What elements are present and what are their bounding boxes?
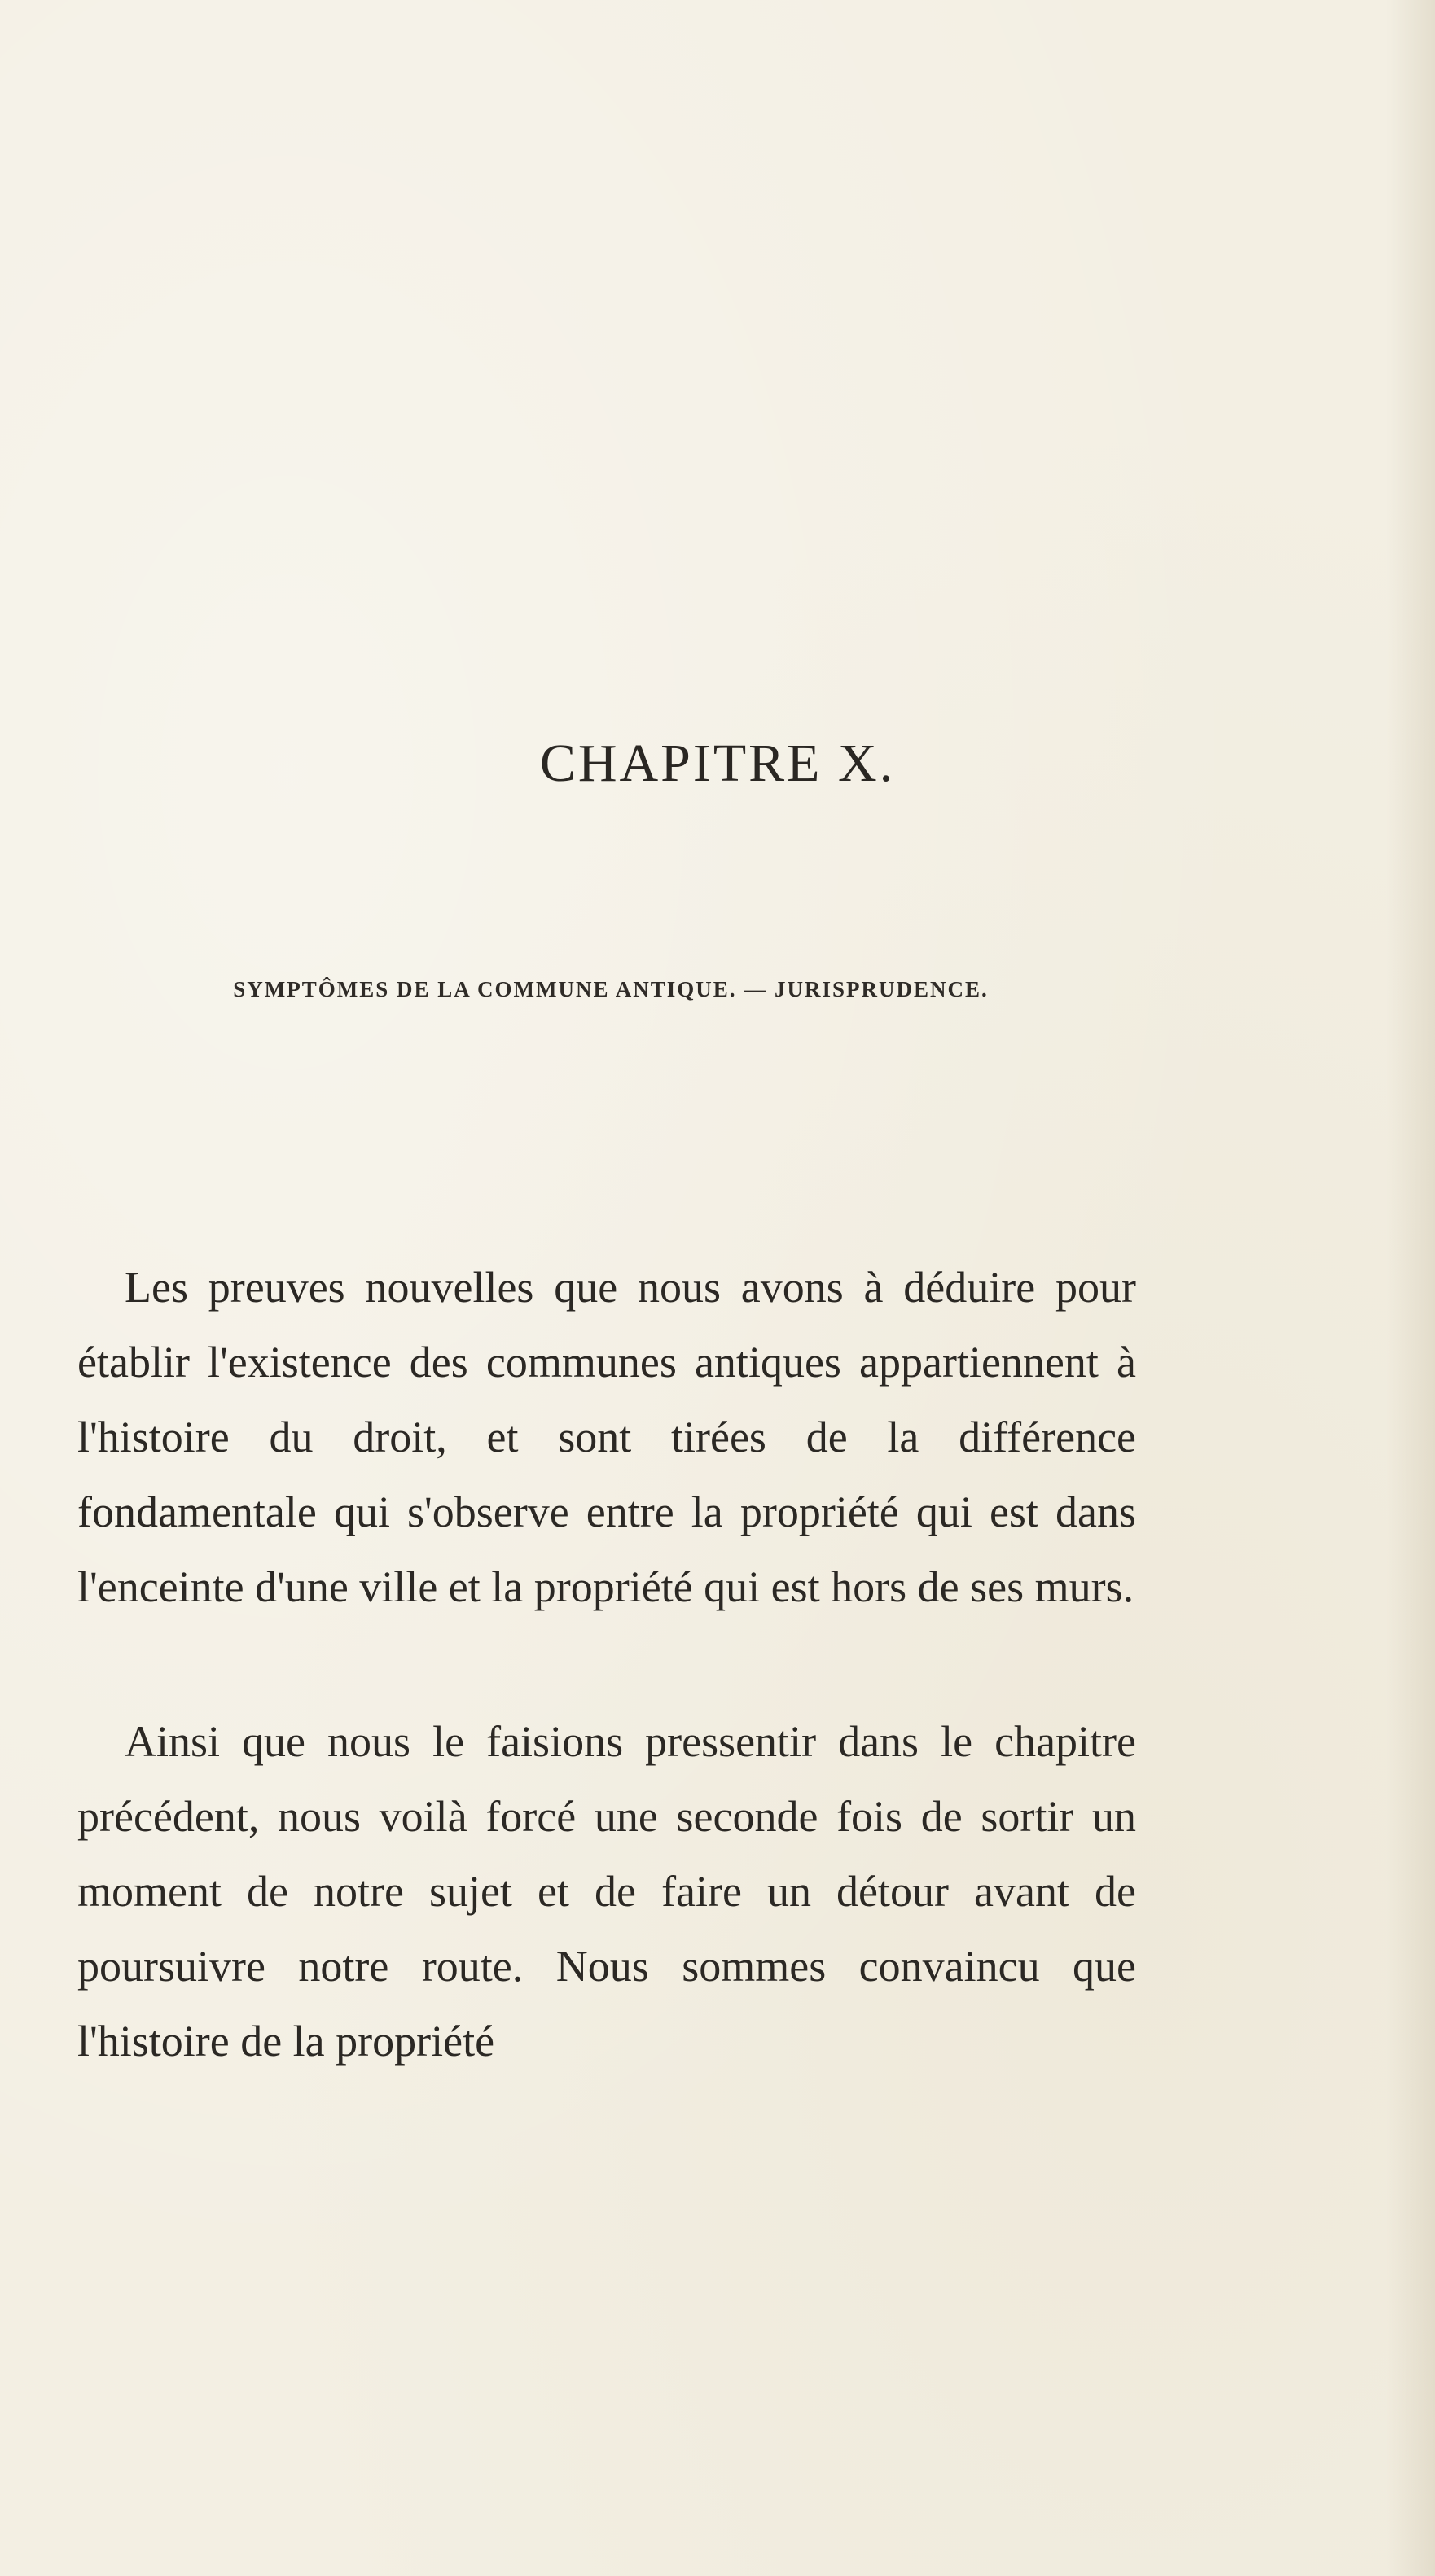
paragraph-1: Les preuves nouvelles que nous avons à déduire pour établir l'existence des communes antiques appartiennent à l'histoire du droit, et sont tirées de la différence fondamentale qui s'observe entre la propriété qui est dans l'enceinte d'une ville et la propriété qui est hors de ses murs. — [77, 1263, 1136, 1611]
paragraph-2: Ainsi que nous le faisions pressentir dans le chapitre précédent, nous voilà forcé une seconde fois de sortir un moment de notre sujet et de faire un détour avant de poursuivre notre route. Nous sommes convaincu que l'histoire de la propriété — [77, 1717, 1136, 2066]
body-text — [77, 1250, 1136, 2079]
page-edge-shadow — [1386, 0, 1435, 2576]
chapter-subtitle: SYMPTÔMES DE LA COMMUNE ANTIQUE. — JURISPRUDENCE. — [233, 977, 989, 1001]
chapter-title: CHAPITRE X. — [539, 734, 896, 793]
